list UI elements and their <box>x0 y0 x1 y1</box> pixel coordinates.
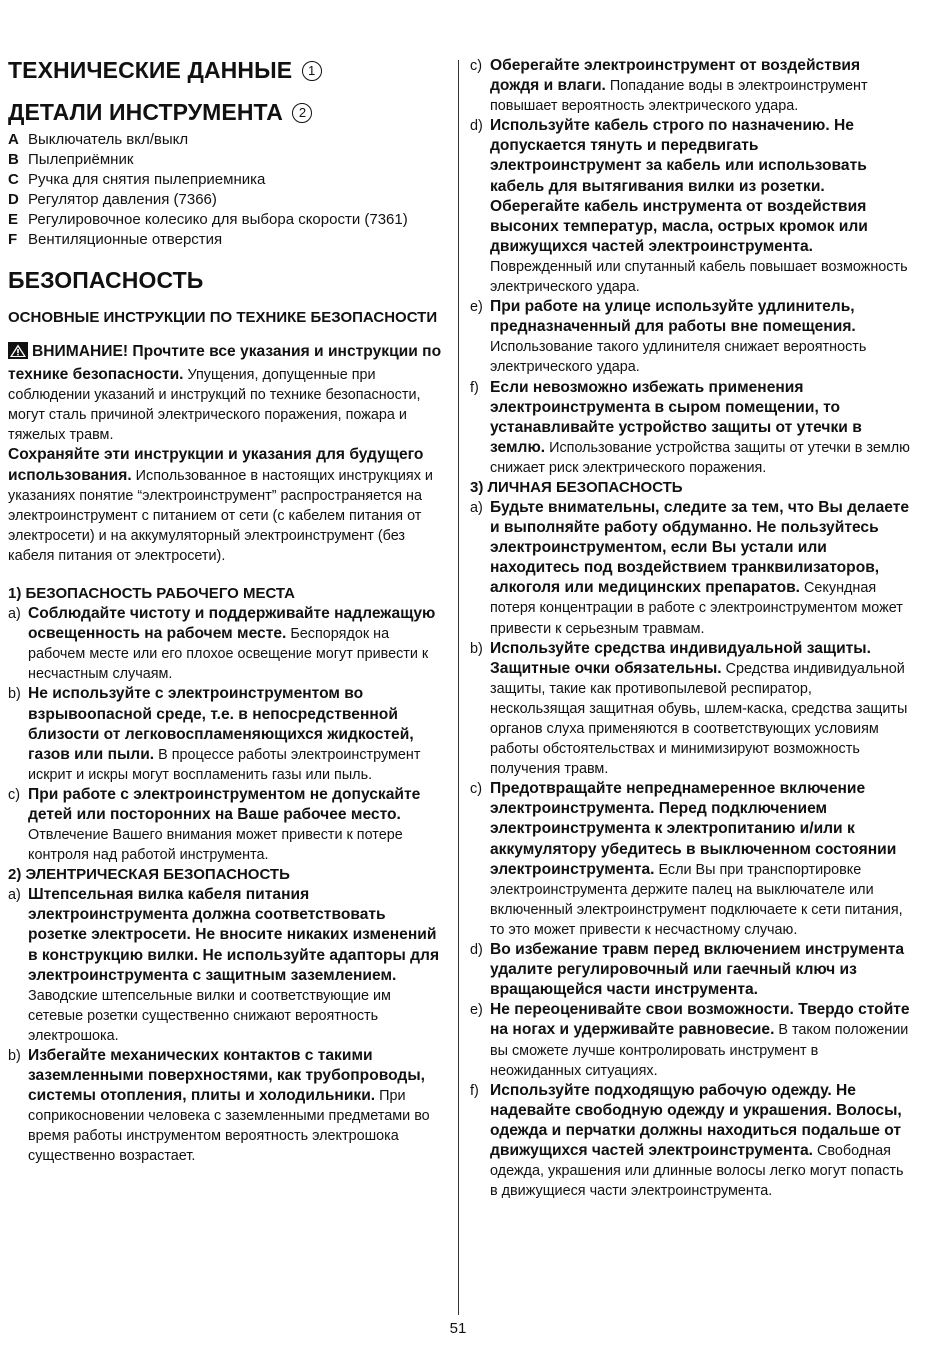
item-plain-text: При соприкосновении человека с заземленными предметами во время работы инструментом вероятность электрошока существенно возрастает. <box>28 1088 430 1165</box>
parts-list-item <box>8 230 446 250</box>
item-marker: b) <box>470 640 483 657</box>
item-text: Ручка для снятия пылеприемника <box>28 171 266 188</box>
item-text <box>490 1000 910 1080</box>
save-instructions-paragraph: Сохраняйте эти инструкции и указания для будущего использования. Использованное в настоящих инструкциях и указаниях понятие “электроинструмент” распространяется на электроинструмент с питанием от сети (с кабелем питания от электросети) и на аккумуляторный электроинструмент (без кабеля питания от электросети). <box>8 446 433 564</box>
item-text <box>490 116 910 297</box>
item-plain-text: В процессе работы электроинструмент искрит и искры могут воспламенить газы или пыль. <box>28 746 421 783</box>
item-text <box>490 297 910 377</box>
parts-list-item <box>8 210 446 230</box>
list-item <box>470 498 910 639</box>
electrical-safety-list <box>8 885 446 1166</box>
list-item <box>470 1000 910 1080</box>
item-marker: d) <box>470 942 483 959</box>
figure-ref-badge: 2 <box>292 103 312 123</box>
item-marker: c) <box>470 58 482 74</box>
item-bold-text: Если невозможно избежать применения электроинструмента в сыром помещении, то устанавливайте устройство защиты от утечки в землю. <box>490 378 862 456</box>
safety-heading: БЕЗОПАСНОСТЬ <box>8 267 204 293</box>
item-plain-text: Попадание воды в электроинструмент повышает вероятность электрического удара. <box>490 78 868 115</box>
item-bold-text: Оберегайте электроинструмент от воздействия дождя и влаги. <box>490 57 861 95</box>
item-bold-text: Избегайте механических контактов с такими заземленными поверхностями, как трубопроводы, системы отопления, плиты и холодильники. <box>28 1047 425 1105</box>
list-item <box>470 297 910 377</box>
item-marker: c) <box>8 786 20 803</box>
item-marker: a) <box>8 887 21 904</box>
parts-list-item <box>8 130 446 150</box>
item-marker: e) <box>470 1002 483 1019</box>
item-plain-text: Беспорядок на рабочем месте или его плохое освещение могут привести к несчастным случаям. <box>28 626 429 683</box>
item-marker: a) <box>470 499 483 516</box>
item-text <box>490 1081 910 1202</box>
general-instructions-heading: ОСНОВНЫЕ ИНСТРУКЦИИ ПО ТЕХНИКЕ БЕЗОПАСНОСТИ <box>8 309 438 326</box>
list-item <box>8 885 446 1046</box>
item-text: Выключатель вкл/выкл <box>28 131 189 148</box>
parts-list-item <box>8 170 446 190</box>
page-number: 51 <box>449 1320 467 1337</box>
list-item <box>8 1046 446 1167</box>
item-plain-text: Секундная потеря концентрации в работе с электроинструментом может привести к серьезным травмам. <box>490 580 903 637</box>
list-item <box>470 56 910 116</box>
parts-list <box>8 130 446 250</box>
item-marker: E <box>8 211 19 228</box>
parts-list-item <box>8 150 446 170</box>
column-divider <box>458 60 459 1315</box>
list-item <box>470 940 910 1000</box>
item-marker: d) <box>470 118 483 135</box>
list-item <box>8 604 446 684</box>
item-marker: A <box>8 131 19 148</box>
item-marker: D <box>8 191 19 208</box>
item-bold-text: Во избежание травм перед включением инструмента удалите регулировочный или гаечный ключ из вращающейся части инструмента. <box>490 941 905 999</box>
right-column <box>470 56 910 1201</box>
item-marker: c) <box>470 781 482 798</box>
item-plain-text: Если Вы при транспортировке электроинструмента держите палец на выключателе или включенный электроинструмент подключаете к сети питания, то это может привести к несчастному случаю. <box>490 861 903 938</box>
item-plain-text: Использование такого удлинителя снижает вероятность электрического удара. <box>490 339 867 376</box>
list-item <box>470 1081 910 1202</box>
item-text <box>490 498 910 639</box>
list-item <box>470 378 910 478</box>
item-plain-text: Свободная одежда, украшения или длинные волосы легко могут попасть в движущиеся части электроинструмента. <box>490 1142 904 1200</box>
warning-paragraph: ВНИМАНИЕ! Прочтите все указания и инструкции по технике безопасности. Упущения, допущенные при соблюдении указаний и инструкций по технике безопасности, могут сталь причиной электрического поражения, пожара и тяжелых травм. <box>8 343 442 444</box>
item-marker: f) <box>470 1082 479 1099</box>
item-bold-text: При работе с электроинструментом не допускайте детей или посторонних на Ваше рабочее место. <box>28 785 421 823</box>
item-marker: e) <box>470 299 483 316</box>
item-text <box>490 779 910 940</box>
item-plain-text: Отвлечение Вашего внимания может привести к потере контроля над работой инструмента. <box>28 827 403 864</box>
item-plain-text: Использование устройства защиты от утечки в землю снижает риск электрического поражения. <box>490 439 910 476</box>
item-plain-text: Заводские штепсельные вилки и соответствующие им сетевые розетки существенно снижают вероятность электрошока. <box>28 987 391 1044</box>
personal-safety-heading: 3) ЛИЧНАЯ БЕЗОПАСНОСТЬ <box>470 478 683 496</box>
list-item <box>8 684 446 784</box>
item-marker: b) <box>8 686 21 703</box>
list-item <box>470 116 910 297</box>
electrical-safety-heading: 2) ЭЛЕНТРИЧЕСКАЯ БЕЗОПАСНОСТЬ <box>8 866 290 884</box>
item-marker: B <box>8 151 19 168</box>
item-marker: C <box>8 171 19 188</box>
item-plain-text: Поврежденный или спутанный кабель повышает возможность электрического удара. <box>490 258 908 296</box>
item-text <box>490 639 910 780</box>
list-item <box>470 639 910 780</box>
personal-safety-list <box>470 498 910 1201</box>
item-bold-text: Используйте подходящую рабочую одежду. Не надевайте свободную одежду и украшения. Волосы, одежда и перчатки должны находиться подальше от движущихся частей электроинструмента. <box>490 1081 902 1159</box>
item-bold-text: При работе на улице используйте удлинитель, предназначенный для работы вне помещения. <box>490 298 856 336</box>
item-text <box>490 56 910 116</box>
item-plain-text: В таком положении вы сможете лучше контролировать инструмент в неожиданных ситуациях. <box>490 1022 909 1079</box>
item-text <box>28 1046 446 1167</box>
item-bold-text: Будьте внимательны, следите за тем, что Вы делаете и выполняйте работу обдуманно. Не пользуйтесь электроинструментом, если Вы устали или находитесь под воздействием транквилизаторов, алкоголя или медицинских препаратов. <box>490 498 910 597</box>
left-column <box>8 56 446 1167</box>
item-text <box>28 684 446 784</box>
item-text <box>490 378 910 478</box>
item-marker: b) <box>8 1048 21 1064</box>
item-text <box>28 885 446 1046</box>
item-marker: F <box>8 231 18 248</box>
tech-data-heading: ТЕХНИЧЕСКИЕ ДАННЫЕ 1 <box>8 56 446 84</box>
item-text <box>28 785 446 865</box>
tool-parts-heading: ДЕТАЛИ ИНСТРУМЕНТА 2 <box>8 98 446 126</box>
list-item <box>8 785 446 865</box>
item-bold-text: Не переоценивайте свои возможности. Твердо стойте на ногах и удерживайте равновесие. <box>490 1001 910 1039</box>
item-text: Регулировочное колесико для выбора скорости (7361) <box>28 211 408 228</box>
warning-triangle-icon <box>8 342 28 365</box>
item-text: Регулятор давления (7366) <box>28 191 217 208</box>
work-area-safety-heading: 1) БЕЗОПАСНОСТЬ РАБОЧЕГО МЕСТА <box>8 585 295 603</box>
item-bold-text: Используйте кабель строго по назначению. Не допускается тянуть и передвигать электроинструмент за кабель или использовать кабель для вытягивания вилки из розетки. Оберегайте кабель инструмента от воздействия высоних температур, масла, острых кромок или движущихся частей электроинструмента. <box>490 117 868 255</box>
work-area-list <box>8 604 446 865</box>
item-marker: f) <box>470 379 479 396</box>
item-bold-text: Штепсельная вилка кабеля питания электроинструмента должна соответствовать розетке электросети. Не вносите никаких изменений в конструкцию вилки. Не используйте адапторы для электроинструмента с защитным заземлением. <box>28 886 440 984</box>
item-text <box>490 940 910 1000</box>
figure-ref-badge: 1 <box>302 61 322 81</box>
electrical-safety-list-continued <box>470 56 910 478</box>
item-bold-text: Предотвращайте непреднамеренное включение электроинструмента. Перед подключением электроинструмента к электропитанию и/или к аккумулятору убедитесь в выключенном состоянии электроинструмента. <box>490 780 897 878</box>
item-marker: a) <box>8 606 21 623</box>
item-bold-text: Используйте средства индивидуальной защиты. Защитные очки обязательны. <box>490 639 871 677</box>
item-text: Пылеприёмник <box>28 151 134 168</box>
item-text: Вентиляционные отверстия <box>28 231 223 248</box>
list-item <box>470 779 910 940</box>
parts-list-item <box>8 190 446 210</box>
item-bold-text: Соблюдайте чистоту и поддерживайте надлежащую освещенность на рабочем месте. <box>28 605 436 643</box>
item-text <box>28 604 446 684</box>
item-plain-text: Средства индивидуальной защиты, такие как противопылевой респиратор, нескользящая защитная обувь, шлем-каска, средства защиты органов слуха применяются в соответствующих условиям работы обстоятельствах и минимизируют возможность получения травм. <box>490 660 908 778</box>
item-bold-text: Не используйте с электроинструментом во взрывоопасной среде, т.е. в непосредственной близости от легковоспламеняющихся жидкостей, газов или пыли. <box>28 685 414 763</box>
